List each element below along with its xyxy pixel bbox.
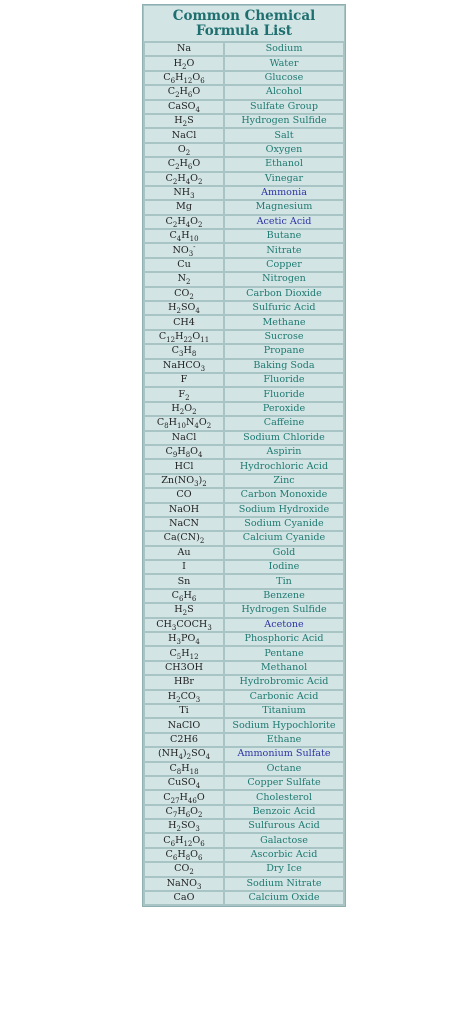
name-cell: Sulfurous Acid [225,820,343,832]
name-cell: Fluoride [225,374,343,386]
name-cell: Sodium Hydroxide [225,504,343,516]
table-row [145,619,343,631]
name-cell: Pentane [225,647,343,659]
name-cell: Copper [225,259,343,271]
formula-cell: $CO_2$ [145,863,223,875]
table-row [145,273,343,285]
formula-cell: NaCN [145,518,223,530]
formula-cell: $C_2H_4O_2$ [145,216,223,228]
name-cell: Alcohol [225,86,343,98]
formula-cell: $CH_3COCH_3$ [145,619,223,631]
formula-cell: CaO [145,892,223,904]
formula-cell: $C_6H_{12}O_6$ [145,72,223,84]
formula-cell: C2H6 [145,734,223,746]
name-cell: Dry Ice [225,863,343,875]
name-cell: Aspirin [225,446,343,458]
table-row [145,388,343,400]
name-cell: Iodine [225,561,343,573]
table-row [145,518,343,530]
table-row [145,432,343,444]
table-row [145,187,343,199]
table-row [145,43,343,55]
name-cell: Butane [225,230,343,242]
formula-cell: NaCl [145,432,223,444]
table-row [145,86,343,98]
name-link[interactable]: Ammonium Sulfate [225,748,343,760]
name-cell: Hydrogen Sulfide [225,604,343,616]
name-cell: Titanium [225,705,343,717]
name-cell: Caffeine [225,417,343,429]
name-cell: Sucrose [225,331,343,343]
table-row [145,144,343,156]
formula-cell: NaNO$_3$ [145,878,223,890]
formula-cell: $H_2S$ [145,604,223,616]
formula-cell: $NO_3^-$ [145,244,223,256]
formula-cell: F [145,374,223,386]
table-row [145,173,343,185]
table-row [145,763,343,775]
formula-cell: $H_2SO_4$ [145,302,223,314]
formula-cell: CO [145,489,223,501]
table-row [145,504,343,516]
name-cell: Calcium Cyanide [225,532,343,544]
formula-cell: CaSO$_4$ [145,101,223,113]
table-row [145,575,343,587]
formula-cell: $N_2$ [145,273,223,285]
formula-cell: $H_2O$ [145,57,223,69]
formula-table-body [145,43,343,904]
formula-cell: $H_2S$ [145,115,223,127]
name-cell: Magnesium [225,201,343,213]
name-cell: Gold [225,547,343,559]
formula-cell: $C_9H_8O_4$ [145,446,223,458]
table-row [145,316,343,328]
formula-cell: $H_2O_2$ [145,403,223,415]
formula-cell: $C_2H_6O$ [145,86,223,98]
name-cell: Glucose [225,72,343,84]
formula-cell: $C_8H_{10}N_4O_2$ [145,417,223,429]
table-row [145,834,343,846]
formula-cell: $H_2SO_3$ [145,820,223,832]
name-cell: Sodium [225,43,343,55]
formula-cell: $C_{27}H_{46}O$ [145,791,223,803]
table-row [145,72,343,84]
name-cell: Carbon Dioxide [225,288,343,300]
formula-cell: $NH_3$ [145,187,223,199]
table-row [145,806,343,818]
table-row [145,878,343,890]
table-row [145,705,343,717]
formula-cell: $(NH_4)_2SO_4$ [145,748,223,760]
formula-cell: $C_7H_6O_2$ [145,806,223,818]
name-cell: Vinegar [225,173,343,185]
name-cell: Propane [225,345,343,357]
table-title: Common Chemical Formula List [144,6,344,41]
table-row [145,129,343,141]
formula-cell: Mg [145,201,223,213]
name-cell: Sulfuric Acid [225,302,343,314]
table-row [145,662,343,674]
name-cell: Calcium Oxide [225,892,343,904]
formula-cell: $CO_2$ [145,288,223,300]
name-cell: Cholesterol [225,791,343,803]
table-row [145,633,343,645]
table-row [145,475,343,487]
table-row [145,863,343,875]
table-row [145,489,343,501]
table-row [145,345,343,357]
formula-cell: I [145,561,223,573]
table-row [145,791,343,803]
table-row [145,719,343,731]
table-row [145,532,343,544]
name-cell: Hydrochloric Acid [225,460,343,472]
name-cell: Oxygen [225,144,343,156]
formula-cell: Na [145,43,223,55]
formula-cell: Sn [145,575,223,587]
name-link[interactable]: Ammonia [225,187,343,199]
name-cell: Sulfate Group [225,101,343,113]
table-row [145,374,343,386]
formula-cell: NaClO [145,719,223,731]
name-link[interactable]: Acetic Acid [225,216,343,228]
name-cell: Fluoride [225,388,343,400]
name-cell: Nitrogen [225,273,343,285]
name-link[interactable]: Acetone [225,619,343,631]
table-row [145,446,343,458]
formula-cell: HBr [145,676,223,688]
table-row [145,647,343,659]
formula-cell: NaHCO$_3$ [145,360,223,372]
name-cell: Octane [225,763,343,775]
name-cell: Phosphoric Acid [225,633,343,645]
table-row [145,216,343,228]
name-cell: Sodium Nitrate [225,878,343,890]
formula-cell: $C_6H_6$ [145,590,223,602]
formula-cell: NaCl [145,129,223,141]
formula-cell: CH3OH [145,662,223,674]
name-cell: Methanol [225,662,343,674]
name-cell: Benzene [225,590,343,602]
name-cell: Tin [225,575,343,587]
name-cell: Ethane [225,734,343,746]
name-cell: Salt [225,129,343,141]
formula-cell: Au [145,547,223,559]
formula-cell: $C_4H_{10}$ [145,230,223,242]
formula-cell: HCl [145,460,223,472]
formula-cell: Ti [145,705,223,717]
formula-cell: $C_{12}H_{22}O_{11}$ [145,331,223,343]
table-row [145,201,343,213]
formula-cell: $C_2H_4O_2$ [145,173,223,185]
name-cell: Carbon Monoxide [225,489,343,501]
table-row [145,259,343,271]
formula-cell: $C_5H_{12}$ [145,647,223,659]
table-row [145,561,343,573]
table-row [145,331,343,343]
formula-table [143,41,345,906]
table-row [145,849,343,861]
formula-cell: $C_8H_{18}$ [145,763,223,775]
formula-cell: CH4 [145,316,223,328]
table-row [145,115,343,127]
formula-cell: CuSO$_4$ [145,777,223,789]
table-row [145,604,343,616]
formula-table-container [142,4,346,907]
name-cell: Sodium Hypochlorite [225,719,343,731]
name-cell: Hydrogen Sulfide [225,115,343,127]
table-row [145,547,343,559]
formula-cell: $H_3PO_4$ [145,633,223,645]
name-cell: Water [225,57,343,69]
table-row [145,158,343,170]
name-cell: Zinc [225,475,343,487]
name-cell: Carbonic Acid [225,691,343,703]
name-cell: Hydrobromic Acid [225,676,343,688]
name-cell: Methane [225,316,343,328]
table-row [145,777,343,789]
table-row [145,403,343,415]
table-row [145,676,343,688]
name-cell: Sodium Chloride [225,432,343,444]
table-row [145,244,343,256]
formula-cell: $Ca(CN)_2$ [145,532,223,544]
table-row [145,748,343,760]
formula-cell: $C_6H_{12}O_6$ [145,834,223,846]
name-cell: Sodium Cyanide [225,518,343,530]
table-row [145,590,343,602]
table-row [145,460,343,472]
formula-cell: Cu [145,259,223,271]
formula-cell: $C_6H_8O_6$ [145,849,223,861]
table-row [145,57,343,69]
name-cell: Ascorbic Acid [225,849,343,861]
formula-cell: $H_2CO_3$ [145,691,223,703]
name-cell: Galactose [225,834,343,846]
table-row [145,302,343,314]
table-row [145,101,343,113]
formula-cell: $Zn(NO_3)_2$ [145,475,223,487]
formula-cell: $C_3H_8$ [145,345,223,357]
formula-cell: $F_2$ [145,388,223,400]
formula-cell: $C_2H_6O$ [145,158,223,170]
name-cell: Nitrate [225,244,343,256]
table-row [145,417,343,429]
name-cell: Copper Sulfate [225,777,343,789]
formula-cell: NaOH [145,504,223,516]
table-row [145,288,343,300]
table-row [145,360,343,372]
table-row [145,820,343,832]
formula-cell: $O_2$ [145,144,223,156]
table-row [145,691,343,703]
table-row [145,892,343,904]
name-cell: Ethanol [225,158,343,170]
name-cell: Baking Soda [225,360,343,372]
table-row [145,230,343,242]
name-cell: Peroxide [225,403,343,415]
name-cell: Benzoic Acid [225,806,343,818]
table-row [145,734,343,746]
